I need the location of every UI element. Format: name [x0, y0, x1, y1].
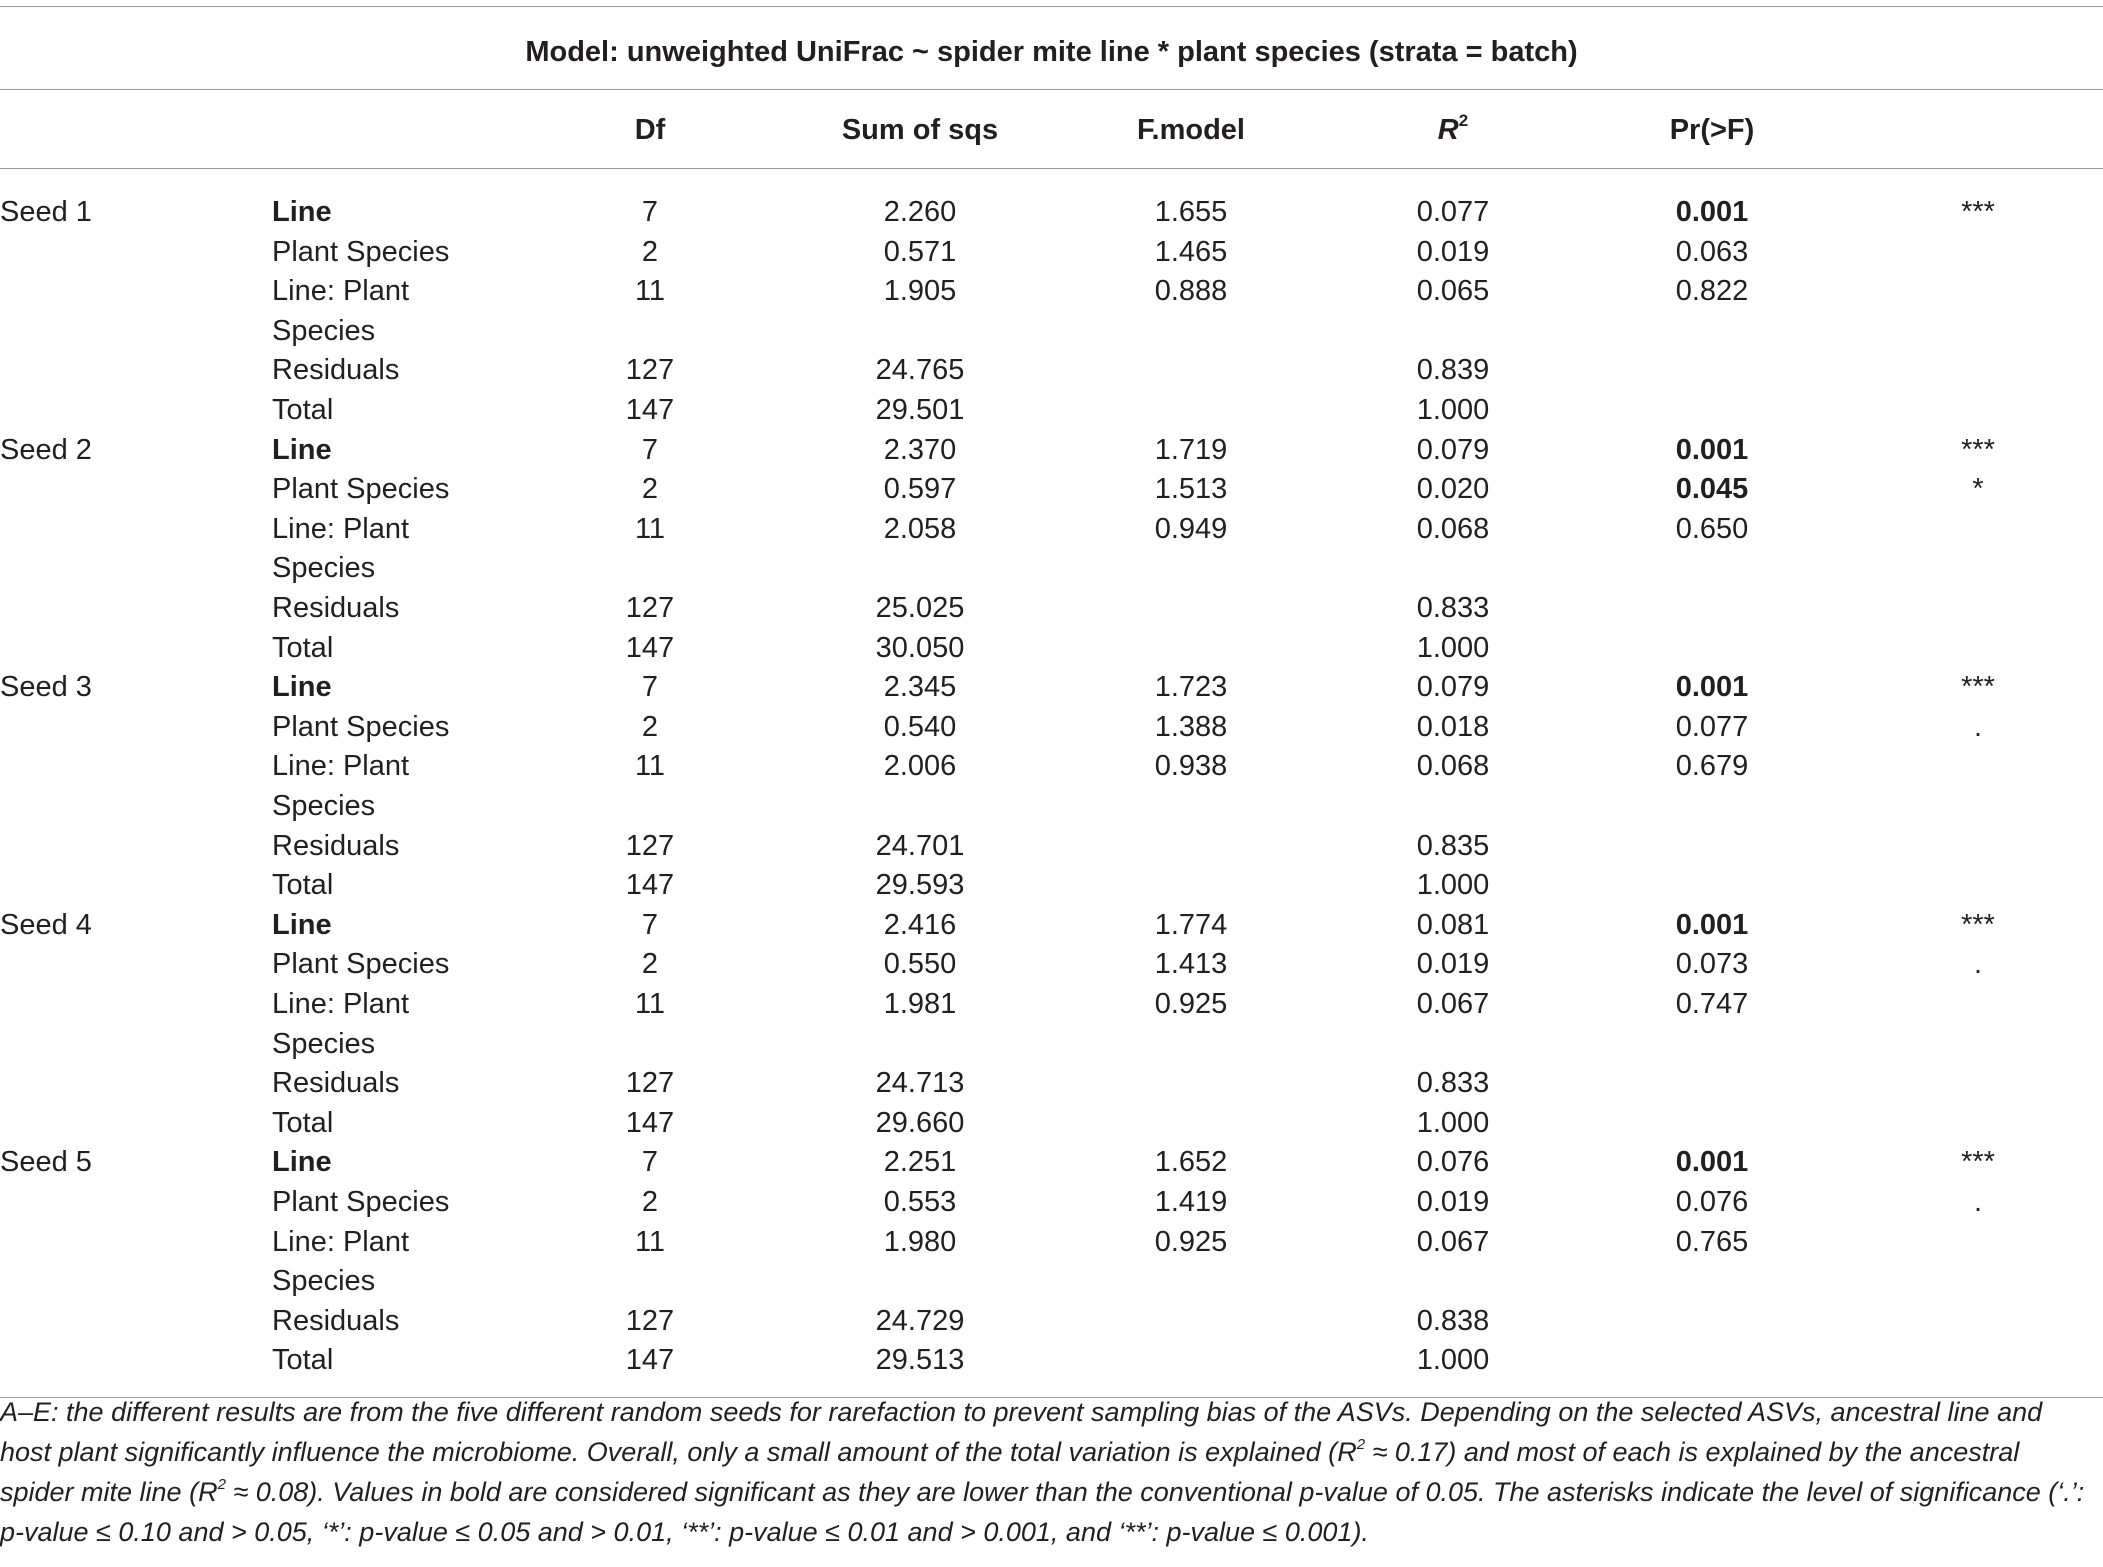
f-model-value: 1.465 — [1154, 236, 1228, 268]
df-value: 11 — [634, 513, 666, 545]
term-label: Line: Plant — [272, 1226, 410, 1258]
term-label: Line — [272, 671, 332, 703]
term-label-continued: Species — [272, 552, 376, 584]
term-label: Plant Species — [272, 236, 450, 268]
term-label: Total — [272, 1107, 334, 1139]
sum-of-sqs-value: 1.981 — [883, 988, 957, 1020]
term-label: Line: Plant — [272, 988, 410, 1020]
seed-label: Seed 5 — [0, 1146, 92, 1178]
p-value: 0.001 — [1675, 1146, 1749, 1178]
df-value: 2 — [641, 236, 659, 268]
p-value: 0.679 — [1675, 750, 1749, 782]
r2-value: 0.067 — [1416, 1226, 1490, 1258]
header-sum-of-sqs: Sum of sqs — [841, 114, 999, 146]
r2-value: 0.833 — [1416, 1067, 1490, 1099]
term-label: Plant Species — [272, 473, 450, 505]
sum-of-sqs-value: 24.729 — [875, 1305, 965, 1337]
r2-value: 0.079 — [1416, 671, 1490, 703]
header-top-rule — [0, 89, 2103, 90]
r2-value: 1.000 — [1416, 1107, 1490, 1139]
df-value: 127 — [625, 592, 675, 624]
f-model-value: 1.413 — [1154, 948, 1228, 980]
df-value: 11 — [634, 988, 666, 1020]
sum-of-sqs-value: 24.701 — [875, 830, 965, 862]
significance-marker: *** — [1961, 1146, 1995, 1178]
sum-of-sqs-value: 1.905 — [883, 275, 957, 307]
r2-value: 0.079 — [1416, 434, 1490, 466]
term-label: Line: Plant — [272, 275, 410, 307]
f-model-value: 1.652 — [1154, 1146, 1228, 1178]
term-label: Plant Species — [272, 1186, 450, 1218]
f-model-value: 1.655 — [1154, 196, 1228, 228]
df-value: 2 — [641, 948, 659, 980]
sum-of-sqs-value: 2.260 — [883, 196, 957, 228]
model-title: Model: unweighted UniFrac ~ spider mite line * plant species (strata = batch) — [525, 36, 1578, 68]
r2-value: 0.068 — [1416, 513, 1490, 545]
sum-of-sqs-value: 2.345 — [883, 671, 957, 703]
term-label: Total — [272, 1344, 334, 1376]
term-label-continued: Species — [272, 315, 376, 347]
p-value: 0.001 — [1675, 434, 1749, 466]
term-label-continued: Species — [272, 1028, 376, 1060]
df-value: 11 — [634, 275, 666, 307]
term-label: Residuals — [272, 830, 400, 862]
footnote-part3: ≈ 0.08). Values in bold are considered significant as they are lower than the conventional p-value of 0.05. The asterisks indicate the level of significance (‘.’: p-value ≤ 0.10 and > 0.05, ‘*’: p-value ≤ 0.05 and > 0.01, ‘**’: p-value ≤ 0.01 and > 0.001, and ‘**’: p-value ≤ 0.001). — [0, 1477, 2085, 1547]
f-model-value: 0.949 — [1154, 513, 1228, 545]
sum-of-sqs-value: 0.597 — [883, 473, 957, 505]
f-model-value: 1.719 — [1154, 434, 1228, 466]
p-value: 0.650 — [1675, 513, 1749, 545]
f-model-value: 1.419 — [1154, 1186, 1228, 1218]
footnote-part1: A–E: the different results are from the five different random seeds for rarefaction to prevent sampling bias of the ASVs. Depending on the selected ASVs, ancestral line and host plant significantly influence the microbiome. Overall, only a small amount of the total variation is explained ( — [0, 1397, 2043, 1467]
p-value: 0.001 — [1675, 671, 1749, 703]
sum-of-sqs-value: 0.571 — [883, 236, 957, 268]
sum-of-sqs-value: 2.416 — [883, 909, 957, 941]
r2-value: 1.000 — [1416, 394, 1490, 426]
significance-marker: *** — [1961, 434, 1995, 466]
p-value: 0.765 — [1675, 1226, 1749, 1258]
table-footnote — [0, 1392, 2098, 1552]
r2-value: 0.068 — [1416, 750, 1490, 782]
df-value: 2 — [641, 711, 659, 743]
term-label: Residuals — [272, 592, 400, 624]
df-value: 127 — [625, 830, 675, 862]
significance-marker: . — [1973, 1186, 1983, 1218]
df-value: 127 — [625, 1305, 675, 1337]
sum-of-sqs-value: 0.540 — [883, 711, 957, 743]
significance-marker: *** — [1961, 196, 1995, 228]
f-model-value: 1.388 — [1154, 711, 1228, 743]
sum-of-sqs-value: 30.050 — [875, 632, 965, 664]
term-label: Line: Plant — [272, 750, 410, 782]
df-value: 7 — [641, 671, 659, 703]
term-label: Residuals — [272, 1067, 400, 1099]
df-value: 7 — [641, 1146, 659, 1178]
r2-value: 0.835 — [1416, 830, 1490, 862]
df-value: 7 — [641, 909, 659, 941]
r2-value: 1.000 — [1416, 632, 1490, 664]
sum-of-sqs-value: 25.025 — [875, 592, 965, 624]
term-label: Total — [272, 632, 334, 664]
top-rule — [0, 6, 2103, 7]
term-label: Residuals — [272, 354, 400, 386]
p-value: 0.045 — [1675, 473, 1749, 505]
r2-value: 0.076 — [1416, 1146, 1490, 1178]
p-value: 0.822 — [1675, 275, 1749, 307]
term-label: Line: Plant — [272, 513, 410, 545]
term-label: Total — [272, 394, 334, 426]
header-pr-f: Pr(>F) — [1669, 114, 1755, 146]
r2-value: 0.019 — [1416, 948, 1490, 980]
r2-value: 0.019 — [1416, 1186, 1490, 1218]
seed-label: Seed 1 — [0, 196, 92, 228]
df-value: 147 — [625, 1344, 675, 1376]
f-model-value: 0.925 — [1154, 1226, 1228, 1258]
header-f-model: F.model — [1137, 114, 1245, 146]
header-r2-sup: 2 — [1458, 111, 1469, 130]
sum-of-sqs-value: 29.501 — [875, 394, 965, 426]
sum-of-sqs-value: 29.593 — [875, 869, 965, 901]
term-label: Residuals — [272, 1305, 400, 1337]
sum-of-sqs-value: 0.550 — [883, 948, 957, 980]
footnote-part2: ≈ 0.17) and most of each is explained by the ancestral spider mite line ( — [0, 1437, 2020, 1507]
p-value: 0.073 — [1675, 948, 1749, 980]
header-bottom-rule — [0, 168, 2103, 169]
r2-value: 1.000 — [1416, 1344, 1490, 1376]
r2-value: 0.838 — [1416, 1305, 1490, 1337]
term-label: Line — [272, 1146, 332, 1178]
footnote-r2a: $R^2$ — [1337, 1436, 1366, 1467]
header-r2 — [1353, 110, 1553, 150]
term-label: Plant Species — [272, 948, 450, 980]
r2-value: 0.839 — [1416, 354, 1490, 386]
footnote-r2b: $R^2$ — [198, 1476, 226, 1507]
r2-value: 0.067 — [1416, 988, 1490, 1020]
term-label-continued: Species — [272, 790, 376, 822]
f-model-value: 1.513 — [1154, 473, 1228, 505]
seed-label: Seed 3 — [0, 671, 92, 703]
r2-value: 0.833 — [1416, 592, 1490, 624]
f-model-value: 1.723 — [1154, 671, 1228, 703]
sum-of-sqs-value: 29.513 — [875, 1344, 965, 1376]
sum-of-sqs-value: 2.006 — [883, 750, 957, 782]
r2-value: 0.018 — [1416, 711, 1490, 743]
sum-of-sqs-value: 24.713 — [875, 1067, 965, 1099]
sum-of-sqs-value: 2.370 — [883, 434, 957, 466]
df-value: 2 — [641, 1186, 659, 1218]
significance-marker: *** — [1961, 671, 1995, 703]
significance-marker: . — [1973, 711, 1983, 743]
f-model-value: 0.888 — [1154, 275, 1228, 307]
term-label: Line — [272, 196, 332, 228]
r2-value: 0.020 — [1416, 473, 1490, 505]
p-value: 0.001 — [1675, 909, 1749, 941]
df-value: 147 — [625, 869, 675, 901]
f-model-value: 0.925 — [1154, 988, 1228, 1020]
sum-of-sqs-value: 2.058 — [883, 513, 957, 545]
df-value: 7 — [641, 196, 659, 228]
p-value: 0.747 — [1675, 988, 1749, 1020]
p-value: 0.076 — [1675, 1186, 1749, 1218]
r2-value: 0.019 — [1416, 236, 1490, 268]
header-r2-base: R — [1437, 114, 1459, 146]
seed-label: Seed 4 — [0, 909, 92, 941]
significance-marker: * — [1972, 473, 1984, 505]
df-value: 11 — [634, 1226, 666, 1258]
r2-value: 0.081 — [1416, 909, 1490, 941]
r2-value: 0.065 — [1416, 275, 1490, 307]
significance-marker: . — [1973, 948, 1983, 980]
df-value: 11 — [634, 750, 666, 782]
df-value: 147 — [625, 1107, 675, 1139]
f-model-value: 1.774 — [1154, 909, 1228, 941]
df-value: 147 — [625, 394, 675, 426]
sum-of-sqs-value: 2.251 — [883, 1146, 957, 1178]
header-df: Df — [634, 114, 666, 146]
sum-of-sqs-value: 0.553 — [883, 1186, 957, 1218]
term-label: Line — [272, 434, 332, 466]
p-value: 0.063 — [1675, 236, 1749, 268]
term-label: Line — [272, 909, 332, 941]
sum-of-sqs-value: 29.660 — [875, 1107, 965, 1139]
p-value: 0.077 — [1675, 711, 1749, 743]
r2-value: 0.077 — [1416, 196, 1490, 228]
df-value: 127 — [625, 354, 675, 386]
df-value: 147 — [625, 632, 675, 664]
term-label: Total — [272, 869, 334, 901]
p-value: 0.001 — [1675, 196, 1749, 228]
significance-marker: *** — [1961, 909, 1995, 941]
df-value: 2 — [641, 473, 659, 505]
df-value: 127 — [625, 1067, 675, 1099]
term-label-continued: Species — [272, 1265, 376, 1297]
term-label: Plant Species — [272, 711, 450, 743]
df-value: 7 — [641, 434, 659, 466]
r2-value: 1.000 — [1416, 869, 1490, 901]
seed-label: Seed 2 — [0, 434, 92, 466]
sum-of-sqs-value: 24.765 — [875, 354, 965, 386]
f-model-value: 0.938 — [1154, 750, 1228, 782]
sum-of-sqs-value: 1.980 — [883, 1226, 957, 1258]
